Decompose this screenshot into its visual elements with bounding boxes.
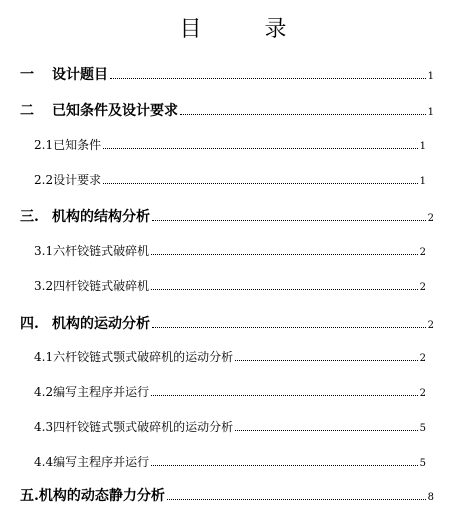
dot-leader (151, 288, 418, 290)
toc-entry-text: 编写主程序并运行 (53, 455, 150, 469)
toc-entry-text: 四杆铰链式颚式破碎机的运动分析 (53, 420, 234, 434)
toc-entry-text: 机构的结构分析 (52, 209, 150, 225)
dot-leader (235, 359, 418, 361)
toc-entry-4-2[interactable] (34, 383, 426, 400)
toc-title: 目 录 (179, 17, 315, 42)
toc-entry-page: 1 (427, 107, 434, 118)
toc-entry-text: 已知条件 (53, 138, 102, 152)
dot-leader (180, 113, 426, 115)
toc-entry-number: 二 (20, 103, 34, 119)
dot-leader (103, 182, 418, 184)
toc-entry-2-1[interactable] (34, 136, 426, 153)
toc-entry-4[interactable] (20, 313, 434, 333)
toc-entry-number: 3.1 (34, 244, 54, 258)
dot-leader (110, 77, 426, 79)
toc-entry-page: 1 (419, 176, 426, 187)
toc-entry-3-2[interactable] (34, 277, 426, 294)
toc-entry-text: 机构的运动分析 (52, 316, 150, 332)
toc-entry-number: 2.1 (34, 138, 54, 152)
toc-entry-3[interactable] (20, 206, 434, 226)
toc-entry-2[interactable] (20, 100, 434, 120)
toc-entry-number: 4.3 (34, 420, 54, 434)
dot-leader (235, 429, 418, 431)
toc-entry-1[interactable] (20, 64, 434, 84)
toc-entry-2-2[interactable] (34, 171, 426, 188)
toc-entry-4-1[interactable] (34, 348, 426, 365)
toc-entry-number: 4.2 (34, 385, 54, 399)
toc-entry-text: 设计题目 (52, 67, 108, 83)
dot-leader (151, 253, 418, 255)
toc-entry-number: 一 (20, 67, 34, 83)
toc-entry-page: 1 (419, 141, 426, 152)
dot-leader (152, 219, 426, 221)
toc-entry-number: 四. (20, 316, 39, 332)
toc-entry-number: 2.2 (34, 173, 54, 187)
toc-entry-text: 四杆铰链式破碎机 (53, 279, 150, 293)
toc-entry-number: 3.2 (34, 279, 54, 293)
toc-entry-page: 2 (427, 213, 434, 224)
dot-leader (152, 326, 426, 328)
toc-entry-text: 已知条件及设计要求 (52, 103, 178, 119)
toc-entry-page: 2 (419, 247, 426, 258)
toc-entry-text: 编写主程序并运行 (53, 385, 150, 399)
toc-entry-4-3[interactable] (34, 418, 426, 435)
toc-entry-number: 五. (20, 488, 39, 504)
toc-entry-number: 三. (20, 209, 39, 225)
dot-leader (103, 147, 418, 149)
toc-entry-page: 2 (419, 282, 426, 293)
toc-entry-page: 5 (419, 423, 426, 434)
toc-entry-3-1[interactable] (34, 242, 426, 259)
toc-entry-page: 2 (419, 388, 426, 399)
toc-entry-5[interactable] (20, 485, 434, 505)
toc-entry-number: 4.4 (34, 455, 54, 469)
toc-entry-4-4[interactable] (34, 453, 426, 470)
toc-entry-text: 机构的动态静力分析 (38, 488, 165, 504)
toc-entry-text: 六杆铰链式破碎机 (53, 244, 150, 258)
dot-leader (151, 464, 418, 466)
toc-entry-page: 2 (427, 320, 434, 331)
toc-entry-page: 8 (427, 492, 434, 503)
toc-entry-page: 2 (419, 353, 426, 364)
dot-leader (151, 394, 418, 396)
toc-entry-page: 5 (419, 458, 426, 469)
toc-entry-text: 设计要求 (53, 173, 102, 187)
toc-entry-number: 4.1 (34, 350, 54, 364)
toc-entry-page: 1 (427, 71, 434, 82)
toc-entry-text: 六杆铰链式颚式破碎机的运动分析 (53, 350, 234, 364)
